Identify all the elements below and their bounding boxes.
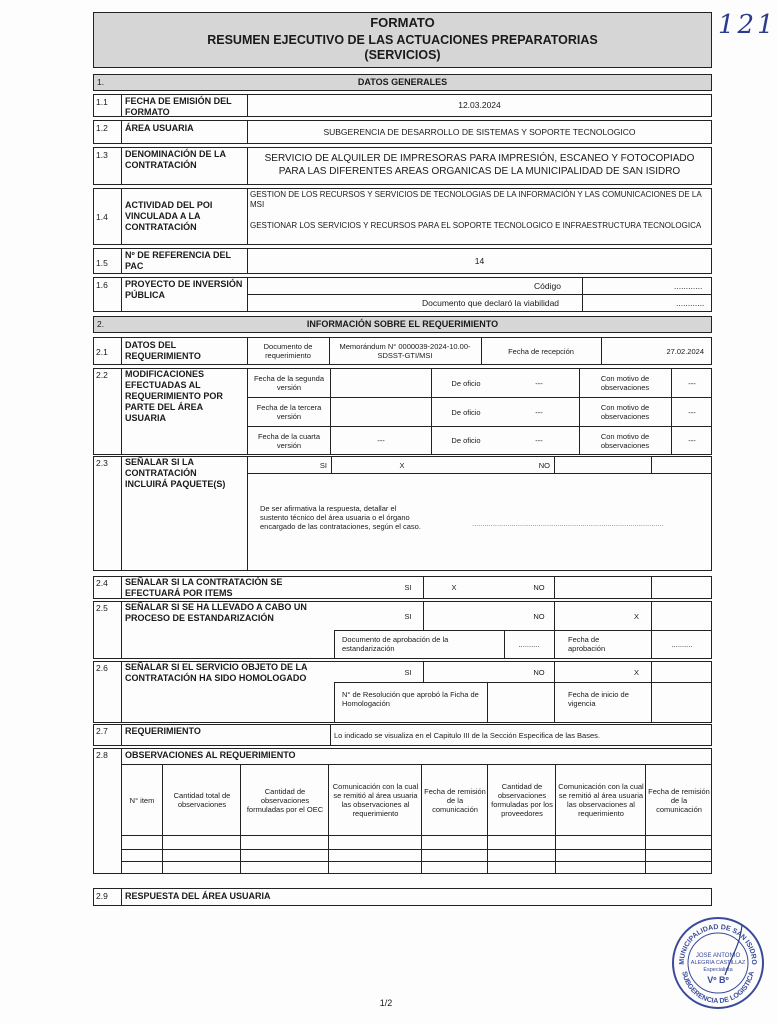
- row-number: 2.5: [96, 603, 108, 613]
- row-1-5: [93, 248, 712, 274]
- row-label: ÁREA USUARIA: [125, 123, 194, 133]
- no-label: NO: [533, 667, 545, 677]
- stamp-ring-top: MUNICIPALIDAD DE SAN ISIDRO: [678, 923, 758, 965]
- approval-date-label: Fecha de aprobación: [568, 635, 606, 653]
- row-2-2: [93, 368, 712, 455]
- row-number: 1.5: [96, 258, 108, 268]
- version-label: Fecha de la cuarta versión: [257, 431, 321, 450]
- row-1-2: [93, 120, 712, 144]
- section-title: INFORMACIÓN SOBRE EL REQUERIMIENTO: [306, 319, 499, 329]
- de-oficio-label: De oficio: [451, 407, 481, 417]
- viability-doc-value: ............: [676, 298, 705, 308]
- reception-date-label: Fecha de recepción: [508, 346, 574, 356]
- row-number: 2.2: [96, 370, 108, 380]
- poi-activity-1: GESTION DE LOS RECURSOS Y SERVICIOS DE TECNOLOGIAS DE LA INFORMACIÓN Y LAS COMUNICACIONES DE LA MSI: [250, 190, 702, 209]
- package-justification-value: ............................................................................................: [472, 519, 664, 528]
- no-mark: X: [633, 667, 639, 677]
- si-mark: [424, 602, 484, 630]
- package-justification-label: De ser afirmativa la respuesta, detallar el sustento técnico del área usuaria o el órgano encargado de las contrataciones, según el caso.: [260, 504, 421, 531]
- version-date: [331, 369, 431, 397]
- row-label: SEÑALAR SI SE HA LLEVADO A CABO UN PROCESO DE ESTANDARIZACIÓN: [125, 602, 307, 623]
- row-number: 2.4: [96, 578, 108, 588]
- form-subtitle-services: (SERVICIOS): [364, 48, 441, 62]
- standardization-doc-label: Documento de aprobación de la estandarización: [342, 635, 449, 653]
- col-header-date-2: Fecha de remisión de la comunicación: [648, 786, 710, 814]
- version-date: [331, 398, 431, 426]
- de-oficio-value: ---: [535, 378, 543, 388]
- section-2-header: [93, 316, 712, 333]
- row-number: 1.6: [96, 280, 108, 290]
- codigo-value: ............: [674, 281, 703, 291]
- folio-number: 121: [718, 10, 777, 40]
- si-label: SI: [404, 583, 412, 592]
- col-header-providers: Cantidad de observaciones formuladas por los proveedores: [491, 782, 553, 818]
- version-label: Fecha de la tercera versión: [256, 403, 322, 421]
- de-oficio-value: ---: [535, 436, 543, 445]
- col-header-oec: Cantidad de observaciones formuladas por el OEC: [246, 786, 324, 814]
- row-label: SEÑALAR SI LA CONTRATACIÓN SE EFECTUARÁ POR ITEMS: [125, 577, 283, 598]
- row-2-7: [93, 724, 712, 746]
- si-mark: X: [451, 583, 457, 592]
- stamp-name-2: ALEGRIA CASTILLAZ: [690, 960, 746, 966]
- row-1-3: [93, 147, 712, 185]
- no-label: NO: [533, 583, 545, 592]
- col-header-comm-2: Comunicación con la cual se remitió al área usuaria las observaciones al requerimiento: [558, 782, 644, 818]
- no-mark: [555, 457, 650, 473]
- version-date: ---: [377, 436, 385, 445]
- document-header: [93, 12, 712, 68]
- observaciones-label: Con motivo de observaciones: [600, 403, 650, 421]
- row-label: SEÑALAR SI EL SERVICIO OBJETO DE LA CONTRATACIÓN HA SIDO HOMOLOGADO: [125, 662, 308, 683]
- row-2-5: [93, 601, 712, 659]
- row-number: 1.1: [96, 97, 108, 107]
- observaciones-label: Con motivo de observaciones: [600, 374, 650, 392]
- no-mark: X: [633, 611, 639, 621]
- row-2-9: [93, 888, 712, 906]
- col-header-item: N° item: [129, 795, 155, 805]
- no-label: NO: [538, 460, 550, 470]
- col-header-date-1: Fecha de remisión de la comunicación: [424, 786, 486, 814]
- row-2-6: [93, 661, 712, 723]
- approval-date-value: ..........: [671, 640, 693, 649]
- stamp-vb: Vº Bº: [707, 975, 729, 985]
- stamp-name-1: JOSE ANTONIO: [695, 953, 741, 959]
- row-number: 2.1: [96, 347, 108, 357]
- row-label: FECHA DE EMISIÓN DEL FORMATO: [125, 96, 232, 117]
- stamp-role: Especialista: [703, 967, 733, 973]
- pac-reference: 14: [474, 255, 485, 266]
- row-label: PROYECTO DE INVERSIÓN PÚBLICA: [125, 279, 243, 300]
- section-title: DATOS GENERALES: [357, 77, 448, 87]
- row-label: MODIFICACIONES EFECTUADAS AL REQUERIMIENTO POR PARTE DEL ÁREA USUARIA: [125, 369, 223, 423]
- section-number: 2.: [97, 319, 105, 329]
- row-number: 1.2: [96, 123, 108, 133]
- row-2-3: [93, 456, 712, 571]
- requirement-reference: Lo indicado se visualiza en el Capitulo III de la Sección Especifica de las Bases.: [334, 730, 600, 740]
- observaciones-value: ---: [688, 436, 696, 445]
- version-label: Fecha de la segunda versión: [253, 374, 325, 392]
- si-label: SI: [319, 460, 327, 470]
- requirement-doc-value: Memorándum N° 0000039-2024-10.00-SDSST-GTI/MSI: [339, 342, 471, 360]
- no-label: NO: [533, 611, 545, 621]
- emission-date: 12.03.2024: [458, 100, 501, 110]
- row-1-4: [93, 188, 712, 245]
- row-label: RESPUESTA DEL ÁREA USUARIA: [125, 891, 271, 901]
- observaciones-value: ---: [688, 378, 696, 388]
- row-label: OBSERVACIONES AL REQUERIMIENTO: [125, 750, 296, 760]
- row-label: ACTIVIDAD DEL POI VINCULADA A LA CONTRATACIÓN: [125, 200, 213, 232]
- poi-activity-2: GESTIONAR LOS SERVICIOS Y RECURSOS PARA EL SOPORTE TECNOLOGICO E INFRAESTRUCTURA TECNOLOGICA: [250, 221, 702, 230]
- standardization-doc-value: ..........: [518, 640, 540, 649]
- validity-start-label: Fecha de inicio de vigencia: [568, 690, 629, 708]
- row-number: 2.7: [96, 726, 108, 736]
- row-2-1: [93, 337, 712, 365]
- row-label: DENOMINACIÓN DE LA CONTRATACIÓN: [125, 149, 226, 170]
- requirement-doc-label: Documento de requerimiento: [263, 342, 313, 360]
- no-mark: [555, 577, 650, 598]
- row-number: 2.3: [96, 458, 108, 468]
- section-number: 1.: [97, 77, 105, 87]
- col-header-total: Cantidad total de observaciones: [173, 791, 231, 809]
- row-number: 2.8: [96, 750, 108, 760]
- si-label: SI: [404, 667, 412, 677]
- form-title: FORMATO: [370, 15, 435, 30]
- user-area: SUBGERENCIA DE DESARROLLO DE SISTEMAS Y SOPORTE TECNOLOGICO: [323, 126, 636, 137]
- observaciones-value: ---: [688, 407, 696, 417]
- si-mark: [424, 662, 484, 682]
- de-oficio-label: De oficio: [451, 378, 481, 388]
- contract-name-line2: PARA LAS DIFERENTES AREAS ORGANICAS DE LA MUNICIPALIDAD DE SAN ISIDRO: [278, 166, 681, 177]
- codigo-label: Código: [534, 281, 561, 291]
- row-1-1: [93, 94, 712, 117]
- section-1-header: [93, 74, 712, 91]
- row-label: Nº DE REFERENCIA DEL PAC: [125, 250, 231, 271]
- page-number: 1/2: [379, 998, 393, 1008]
- form-subtitle: RESUMEN EJECUTIVO DE LAS ACTUACIONES PREPARATORIAS: [207, 33, 598, 47]
- row-label: REQUERIMIENTO: [125, 726, 201, 736]
- row-2-4: [93, 576, 712, 599]
- de-oficio-label: De oficio: [451, 436, 481, 445]
- si-label: SI: [404, 611, 412, 621]
- row-number: 1.4: [96, 212, 108, 222]
- si-mark: X: [399, 460, 405, 470]
- row-1-6: [93, 277, 712, 312]
- official-stamp: [670, 915, 766, 1011]
- observaciones-label: Con motivo de observaciones: [600, 431, 650, 450]
- row-number: 2.6: [96, 663, 108, 673]
- homologation-resolution-label: N° de Resolución que aprobó la Ficha de Homologación: [342, 690, 479, 708]
- col-header-comm-1: Comunicación con la cual se remitió al área usuaria las observaciones al requerimiento: [332, 782, 419, 818]
- stamp-ring-bottom: SUBGERENCIA DE LOGISTICA: [680, 970, 756, 1006]
- de-oficio-value: ---: [535, 407, 543, 417]
- row-2-8: [93, 748, 712, 874]
- row-number: 2.9: [96, 891, 108, 901]
- contract-name-line1: SERVICIO DE ALQUILER DE IMPRESORAS PARA IMPRESIÓN, ESCANEO Y FOTOCOPIADO: [264, 153, 695, 164]
- reception-date-value: 27.02.2024: [666, 346, 704, 356]
- row-label: SEÑALAR SI LA CONTRATACIÓN INCLUIRÁ PAQUETE(S): [125, 457, 226, 489]
- row-label: DATOS DEL REQUERIMIENTO: [125, 340, 201, 361]
- viability-doc-label: Documento que declaró la viabilidad: [422, 298, 560, 308]
- row-number: 1.3: [96, 150, 108, 160]
